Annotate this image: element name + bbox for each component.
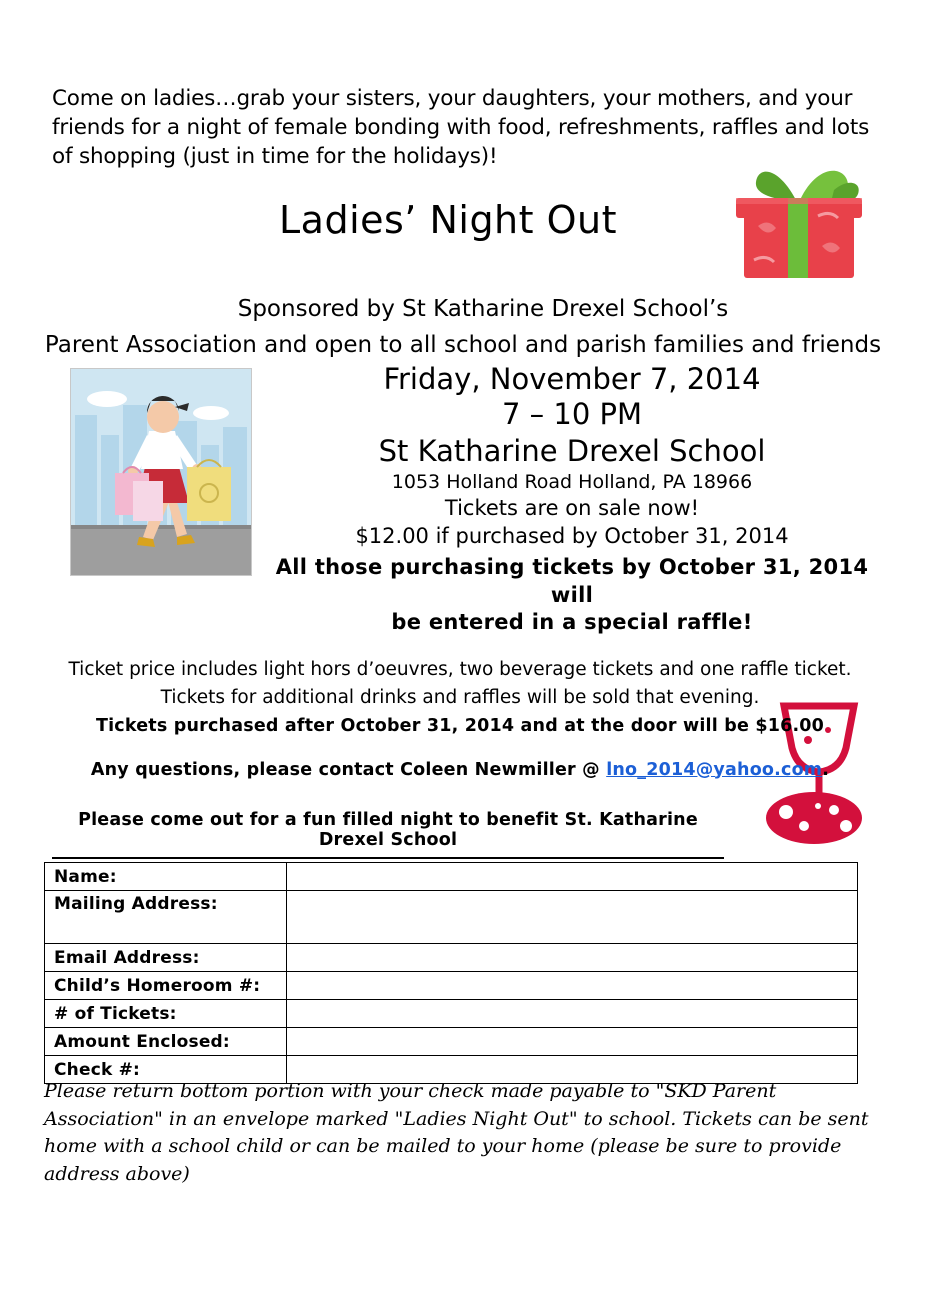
shopping-woman-image xyxy=(70,368,252,576)
sponsor-line-1: Sponsored by St Katharine Drexel School’s xyxy=(237,296,729,322)
form-field-name[interactable] xyxy=(287,863,858,891)
early-bird-price: $12.00 if purchased by October 31, 2014 xyxy=(355,523,789,548)
fine-print-block xyxy=(60,656,860,784)
form-label-email-address: Email Address: xyxy=(45,944,287,972)
contact-suffix: . xyxy=(822,759,830,780)
raffle-notice-line-2: be entered in a special raffle! xyxy=(391,609,753,634)
return-instructions: Please return bottom portion with your check made payable to "SKD Parent Association" in an envelope marked "Ladies Night Out" to school. Tickets can be sent home with a school child or can be mailed to your home (please be sure to provide address above) xyxy=(44,1080,869,1185)
page-title: Ladies’ Night Out xyxy=(278,198,618,242)
intro-paragraph: Come on ladies…grab your sisters, your daughters, your mothers, and your friends for a night of female bonding with food, refreshments, raffles and lots of shopping (just in time for the holidays)! xyxy=(52,86,870,170)
form-field-mailing-address[interactable] xyxy=(287,891,858,944)
form-label-mailing-address: Mailing Address: xyxy=(45,891,287,944)
registration-form-table xyxy=(44,862,858,1084)
table-row xyxy=(45,1000,858,1028)
additional-drinks-note: Tickets for additional drinks and raffles will be sold that evening. xyxy=(160,686,760,708)
table-row xyxy=(45,1028,858,1056)
ticket-sale-notice: Tickets are on sale now! xyxy=(444,495,700,520)
form-field-ticket-count[interactable] xyxy=(287,1000,858,1028)
form-field-homeroom[interactable] xyxy=(287,972,858,1000)
table-row xyxy=(45,863,858,891)
table-row xyxy=(45,944,858,972)
form-label-name: Name: xyxy=(45,863,287,891)
event-time: 7 – 10 PM xyxy=(501,397,642,432)
form-field-email-address[interactable] xyxy=(287,944,858,972)
contact-line xyxy=(60,756,860,784)
contact-prefix: Any questions, please contact Coleen Newmiller @ xyxy=(90,759,607,780)
table-row xyxy=(45,891,858,944)
late-price-note: Tickets purchased after October 31, 2014 and at the door will be $16.00 xyxy=(95,715,825,736)
event-date: Friday, November 7, 2014 xyxy=(383,362,761,396)
ticket-includes-note: Ticket price includes light hors d’oeuvres, two beverage tickets and one raffle ticket. xyxy=(68,659,852,680)
form-label-check-number: Check #: xyxy=(45,1056,287,1084)
sponsor-line-2: Parent Association and open to all school and parish families and friends xyxy=(44,332,882,358)
form-label-homeroom: Child’s Homeroom #: xyxy=(45,972,287,1000)
form-label-ticket-count: # of Tickets: xyxy=(45,1000,287,1028)
benefit-line: Please come out for a fun filled night to benefit St. Katharine Drexel School xyxy=(52,810,724,859)
form-label-amount-enclosed: Amount Enclosed: xyxy=(45,1028,287,1056)
raffle-notice-line-1: All those purchasing tickets by October 31, 2014 will xyxy=(275,555,869,607)
event-address: 1053 Holland Road Holland, PA 18966 xyxy=(391,471,753,493)
contact-email-link[interactable]: lno_2014@yahoo.com xyxy=(606,759,823,780)
event-venue: St Katharine Drexel School xyxy=(378,433,766,468)
event-details xyxy=(262,362,882,636)
table-row xyxy=(45,972,858,1000)
form-field-amount-enclosed[interactable] xyxy=(287,1028,858,1056)
